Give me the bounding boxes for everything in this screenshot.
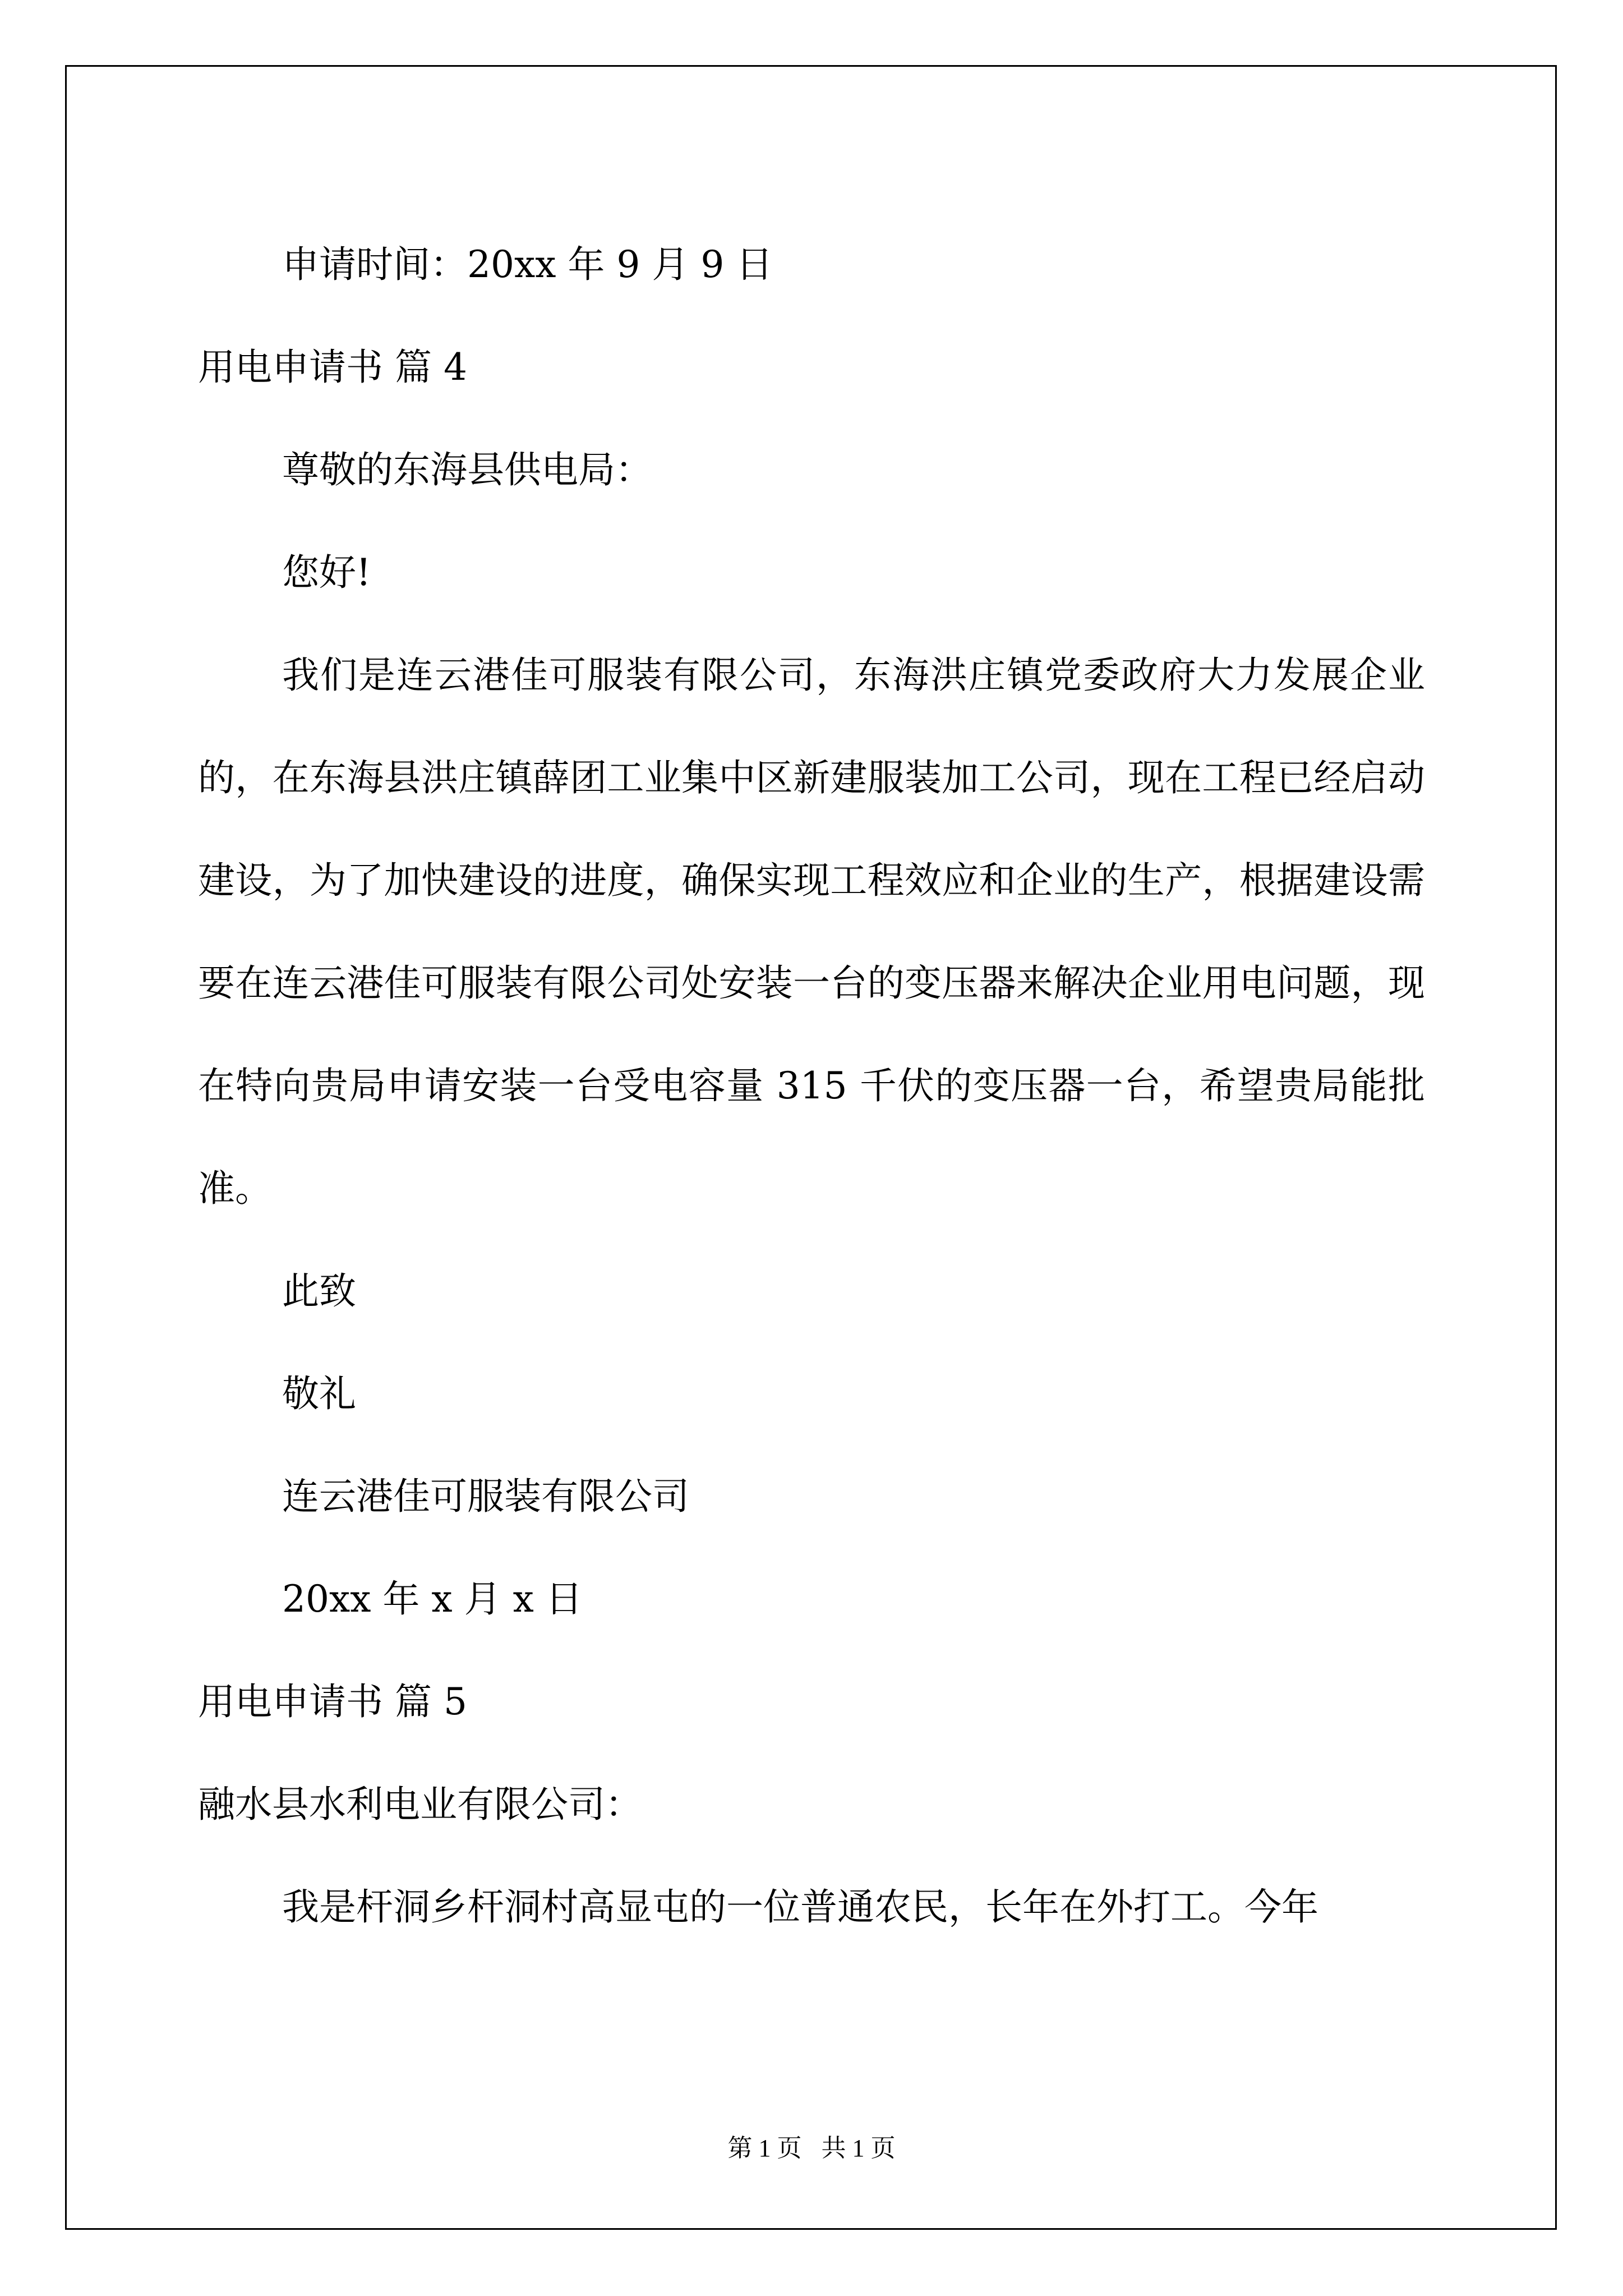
application-date: 申请时间：20xx 年 9 月 9 日: [282, 243, 773, 286]
signature-date: 20xx 年 x 月 x 日: [282, 1577, 583, 1621]
page-footer: [0, 2132, 1623, 2165]
page-number: 第 1 页: [727, 2134, 802, 2162]
body-paragraph-start: 我是杆洞乡杆洞村高显屯的一位普通农民，长年在外打工。今年: [282, 1885, 1318, 1929]
document-body: [198, 213, 1425, 1958]
closing-salute: 敬礼: [282, 1372, 356, 1415]
closing-phrase: 此致: [282, 1269, 356, 1313]
section-heading-5: 用电申请书 篇 5: [198, 1680, 467, 1723]
body-paragraph: 我们是连云港佳可服装有限公司，东海洪庄镇党委政府大力发展企业的，在东海县洪庄镇薛团工业集中区新建服装加工公司，现在工程已经启动建设，为了加快建设的进度，确保实现工程效应和企业的生产，根据建设需要在连云港佳可服装有限公司处安装一台的变压器来解决企业用电问题，现在特向贵局申请安装一台受电容量 315 千伏的变压器一台，希望贵局能批准。: [198, 654, 1425, 1210]
section-heading-4: 用电申请书 篇 4: [198, 346, 467, 389]
page-total: 共 1 页: [821, 2134, 896, 2162]
greeting: 您好!: [282, 551, 371, 594]
recipient: 融水县水利电业有限公司：: [198, 1783, 642, 1826]
signature-company: 连云港佳可服装有限公司: [282, 1475, 689, 1518]
salutation: 尊敬的东海县供电局：: [282, 448, 652, 491]
